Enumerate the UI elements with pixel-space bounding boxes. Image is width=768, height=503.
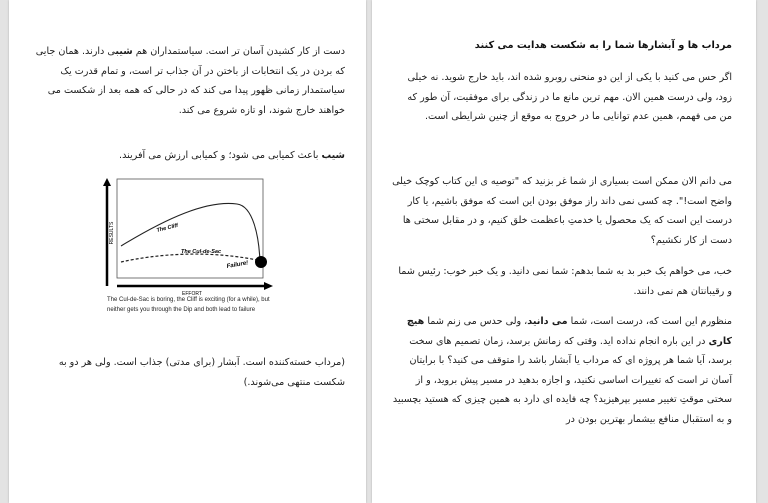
left-paragraph-2: شیب باعث کمیابی می شود؛ و کمیابی ارزش می آفریند. — [119, 150, 345, 161]
cliff-label: The Cliff — [156, 222, 179, 234]
culdesac-label: The Cul-de-Sac — [181, 249, 222, 255]
left-paragraph-3: (مرداب خسته‌کننده است. آبشار (برای مدتی) جذاب است. ولی هر دو به شکست منتهی می‌شوند.) — [58, 357, 345, 388]
section-heading: مرداب ها و آبشارها شما را به شکست هدایت می کنند — [474, 40, 732, 51]
right-paragraph-4: منظورم این است که، درست است، شما می دانید، ولی حدس می زنم شما هیچ کاری در این باره انجام نداده اید. وقتی که زمانش برسد، زمان تصمیم های سخت برسد، آیا شما هر پروژه ای که مرداب یا آبشار باشد را متوقف می کنید؟ با برایتان آسان تر است که تغییرات اساسی نکنید، و اجازه بدهید در مسیر پیش بروید، و از سختی موقتِ تغییر مسیر بپرهیزید؟ چه فایده ای دارد به همین چیزی که هستید بچسبید و به استقبال منافع بیشمار بهترین بودن در — [392, 316, 732, 425]
right-paragraph-1: اگر حس می کنید با یکی از این دو منحنی روبرو شده اند، باید خارج شوید. نه خیلی زود، ولی درست همین الان. مهم ترین مانع ما در زندگی برای موفقیت، آن طور که من می فهمم، همین عدم توانایی ما در خروج به موقع از چنین شرایطی است. — [407, 72, 732, 122]
figure-caption: The Cul-de-Sac is boring, the Cliff is exciting (for a while), but neither gets you through the Dip and both lead to failure — [107, 297, 270, 313]
right-paragraph-2: می دانم الان ممکن است بسیاری از شما غر بزنید که "توصیه ی این کتاب کوچک خیلی واضح است!". چه کسی نمی داند راز موفق بودن این است که موفق باشیم، یا کار درست این است که یک محصول یا خدمتِ باعظمت خلق کنیم، و در مقابل سختی ها دست از کار نکشیم؟ — [392, 176, 732, 246]
y-axis-arrow-icon — [103, 178, 111, 186]
left-paragraph-1: دست از کار کشیدن آسان تر است. سیاستمداران هم شیبی دارند. همان جایی که بردن در یک انتخابات از باختن در آن جذاب تر است، و تمام قدرت یک سیاستمدار زمانی ظهور پیدا می کند که در حالی که همه بعد از شکست می خواهند خارج شوند، او تازه شروع می کند. — [35, 46, 345, 116]
y-axis-label: RESULTS — [109, 221, 115, 245]
right-paragraph-3: خب، می خواهم یک خبر بد به شما بدهم: شما نمی دانید. و یک خبر خوب: رئیس شما و رقیبانتان هم نمی دانند. — [398, 266, 732, 297]
failure-point — [255, 256, 267, 268]
right-page — [372, 0, 756, 503]
x-axis-label: EFFORT — [182, 291, 202, 297]
left-page — [9, 0, 366, 503]
failure-label: Failure! — [226, 260, 249, 270]
x-axis-arrow-icon — [264, 282, 273, 290]
